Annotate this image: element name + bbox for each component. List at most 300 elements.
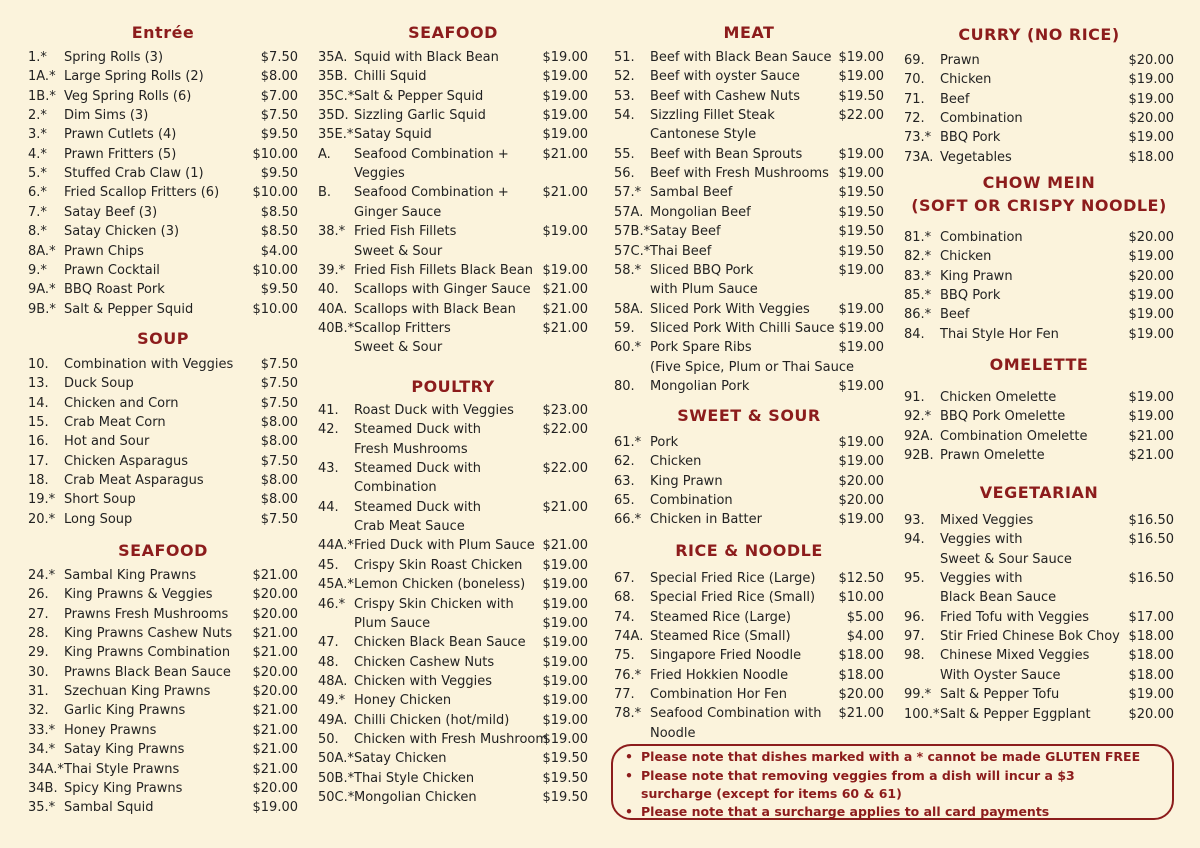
menu-item: [28, 242, 298, 261]
item-number: 100.*: [904, 706, 940, 722]
item-name: Sizzling Fillet Steak: [650, 108, 775, 124]
item-price: $21.00: [542, 320, 588, 336]
item-name: Seafood Combination +: [354, 185, 509, 201]
item-number: 60.*: [614, 340, 642, 356]
item-price: $19.00: [1128, 409, 1174, 425]
item-name: Chicken Black Bean Sauce: [354, 635, 526, 651]
menu-item: [28, 585, 298, 604]
item-number: 50.: [318, 731, 339, 747]
menu-item: [614, 48, 884, 67]
menu-item: [28, 203, 298, 222]
section-heading: CHOW MEIN: [982, 173, 1096, 192]
section-heading: SEAFOOD: [408, 23, 498, 42]
item-number: 41.: [318, 403, 339, 418]
item-number: 65.: [614, 493, 635, 509]
item-price: $8.00: [260, 415, 298, 431]
item-number: 34.*: [28, 742, 56, 758]
item-name: Sambal Beef: [650, 185, 733, 201]
menu-item: [28, 280, 298, 299]
item-number: 35B.: [318, 69, 348, 85]
item-name: Steamed Duck with: [354, 422, 481, 438]
item-number: 99.*: [904, 687, 932, 703]
item-number: 58.*: [614, 262, 642, 278]
item-name: Mixed Veggies: [940, 513, 1034, 528]
menu-item: [614, 145, 884, 164]
item-name: Special Fried Rice (Large): [650, 571, 816, 586]
item-name: Ginger Sauce: [354, 204, 442, 220]
item-number: A.: [318, 146, 331, 162]
menu-item: [28, 779, 298, 798]
item-price: $19.00: [542, 127, 588, 143]
menu-item: [904, 247, 1174, 266]
item-number: 71.: [904, 91, 925, 107]
item-name: Chicken Asparagus: [64, 453, 188, 469]
item-number: 92B.: [904, 448, 934, 464]
item-price: $12.50: [838, 571, 884, 586]
item-number: 91.: [904, 390, 925, 405]
menu-item: [904, 666, 1174, 685]
menu-item: [614, 280, 884, 299]
item-number: 93.: [904, 513, 925, 528]
menu-item: [28, 222, 298, 241]
menu-item: [318, 536, 588, 555]
note-text: Please note that a surcharge applies to all card payments: [641, 804, 1050, 819]
item-name: Beef: [940, 307, 970, 323]
item-number: 45A.*: [318, 577, 354, 593]
item-price: $18.00: [1128, 149, 1174, 165]
item-number: 17.: [28, 453, 49, 469]
item-name: Duck Soup: [64, 376, 134, 392]
item-price: $19.00: [542, 224, 588, 240]
menu-item: [28, 67, 298, 86]
item-price: $19.00: [1128, 130, 1174, 146]
item-number: 7.*: [28, 204, 47, 220]
item-price: $19.00: [838, 50, 884, 65]
item-name: Mongolian Chicken: [354, 790, 477, 805]
menu-item: [614, 627, 884, 646]
menu-item: [614, 203, 884, 222]
item-price: $8.00: [260, 473, 298, 489]
item-name: Prawn Fritters (5): [64, 146, 177, 162]
item-number: 35A.: [318, 50, 348, 65]
item-number: 75.: [614, 648, 635, 664]
item-price: $8.50: [260, 224, 298, 240]
item-number: 73A.: [904, 149, 934, 165]
menu-item: [318, 459, 588, 478]
item-name: Fried Fish Fillets Black Bean: [354, 262, 533, 278]
item-number: 34B.: [28, 780, 58, 796]
item-number: 92A.: [904, 428, 934, 444]
item-price: $21.00: [1128, 448, 1174, 464]
item-price: $19.00: [1128, 687, 1174, 703]
item-price: $16.50: [1128, 513, 1174, 528]
item-name: Thai Style Hor Fen: [940, 326, 1059, 342]
item-price: $21.00: [252, 703, 298, 719]
menu-item: [904, 588, 1174, 607]
item-number: 40A.: [318, 301, 348, 317]
item-name: King Prawn: [940, 268, 1013, 284]
item-number: 59.: [614, 320, 635, 336]
item-name: BBQ Pork: [940, 288, 1001, 304]
notes-box: [611, 744, 1174, 820]
item-number: 40.: [318, 282, 339, 298]
item-number: 28.: [28, 626, 49, 642]
item-name: Garlic King Prawns: [64, 703, 186, 719]
menu-item: [614, 491, 884, 510]
menu-item: [28, 490, 298, 509]
item-number: 9A.*: [28, 282, 56, 298]
item-name: Combination: [940, 230, 1023, 245]
item-name: Large Spring Rolls (2): [64, 69, 204, 85]
item-price: $19.00: [838, 340, 884, 356]
item-price: $19.00: [1128, 288, 1174, 304]
item-name: Beef: [940, 91, 970, 107]
item-number: 38.*: [318, 224, 346, 240]
menu-item: [614, 358, 884, 377]
menu-item: [28, 721, 298, 740]
menu-item: [28, 261, 298, 280]
item-name: Fried Tofu with Veggies: [940, 609, 1089, 625]
menu-item: [28, 605, 298, 624]
item-number: 35D.: [318, 108, 349, 124]
item-name: Combination: [940, 111, 1023, 127]
section-heading: SEAFOOD: [118, 541, 208, 560]
item-number: 56.: [614, 166, 635, 182]
item-name: Sweet & Sour: [354, 340, 443, 356]
menu-item: [614, 472, 884, 491]
item-number: 18.: [28, 473, 49, 489]
item-price: $19.50: [838, 224, 884, 240]
item-price: $19.00: [838, 146, 884, 162]
item-price: $19.50: [838, 243, 884, 259]
item-number: 6.*: [28, 185, 47, 201]
item-number: 15.: [28, 415, 49, 431]
item-name: Szechuan King Prawns: [64, 684, 211, 700]
section-heading: SWEET & SOUR: [677, 406, 821, 425]
item-price: $21.00: [542, 301, 588, 317]
menu-item: [28, 413, 298, 432]
item-price: $19.00: [838, 512, 884, 528]
item-name: Special Fried Rice (Small): [650, 590, 816, 606]
item-name: Spring Rolls (3): [64, 50, 164, 65]
menu-item: [614, 261, 884, 280]
item-number: 44A.*: [318, 538, 354, 554]
item-name: Chicken in Batter: [650, 512, 762, 528]
item-price: $19.00: [838, 301, 884, 317]
item-name: Prawns Black Bean Sauce: [64, 664, 231, 680]
menu-item: [318, 242, 588, 261]
item-name: Chicken with Fresh Mushroom: [354, 731, 549, 747]
item-price: $18.00: [1128, 629, 1174, 645]
item-number: 2.*: [28, 108, 47, 124]
menu-item: [904, 128, 1174, 147]
item-price: $7.00: [260, 88, 298, 104]
item-name: Stuffed Crab Claw (1): [64, 166, 204, 182]
menu-item: [318, 203, 588, 222]
item-number: 82.*: [904, 249, 932, 265]
menu-item: [28, 394, 298, 413]
item-name: Plum Sauce: [354, 615, 431, 631]
item-name: King Prawns Cashew Nuts: [64, 626, 233, 642]
section-heading: MEAT: [723, 23, 775, 42]
item-price: $19.50: [542, 790, 588, 805]
item-name: Satay Squid: [354, 127, 432, 143]
item-price: $19.50: [542, 770, 588, 786]
menu-item: [318, 730, 588, 749]
item-price: $19.00: [1128, 72, 1174, 88]
item-price: $19.50: [838, 204, 884, 220]
menu-item: [318, 261, 588, 280]
menu-item: [318, 280, 588, 299]
menu-item: [614, 183, 884, 202]
item-number: 57A.: [614, 204, 644, 220]
menu-item: [614, 300, 884, 319]
item-name: Sweet & Sour Sauce: [940, 551, 1072, 567]
item-number: 57C.*: [614, 243, 651, 259]
item-name: Sweet & Sour: [354, 243, 443, 259]
menu-item: [904, 51, 1174, 70]
item-number: 16.: [28, 434, 49, 450]
item-price: $19.00: [838, 435, 884, 450]
item-number: 35E.*: [318, 127, 354, 143]
item-price: $19.00: [838, 454, 884, 470]
item-name: Combination: [650, 493, 733, 509]
section-heading: OMELETTE: [989, 355, 1089, 374]
item-name: Chicken: [940, 72, 992, 88]
item-number: 3.*: [28, 127, 47, 143]
item-name: Sizzling Garlic Squid: [354, 108, 486, 124]
menu-item: [904, 530, 1174, 549]
menu-item: [318, 48, 588, 67]
item-name: Fried Scallop Fritters (6): [64, 185, 220, 201]
item-name: King Prawns Combination: [64, 645, 231, 661]
menu-item: [318, 145, 588, 164]
item-price: $19.00: [1128, 390, 1174, 405]
item-name: Veg Spring Rolls (6): [64, 88, 192, 104]
item-name: Honey Chicken: [354, 693, 452, 709]
menu-item: [28, 48, 298, 67]
item-name: Sambal Squid: [64, 800, 154, 816]
item-price: $21.00: [542, 185, 588, 201]
item-name: Fresh Mushrooms: [354, 441, 468, 457]
item-price: $10.00: [838, 590, 884, 606]
item-price: $21.00: [542, 499, 588, 515]
item-name: Crab Meat Corn: [64, 415, 166, 431]
item-name: Steamed Rice (Small): [650, 629, 791, 645]
item-price: $19.00: [838, 378, 884, 394]
item-price: $10.00: [252, 146, 298, 162]
item-name: Fried Fish Fillets: [354, 224, 457, 240]
item-name: Prawn: [940, 53, 980, 68]
item-name: Scallops with Ginger Sauce: [354, 282, 531, 298]
menu-item: [904, 550, 1174, 569]
item-number: 92.*: [904, 409, 932, 425]
item-price: $19.00: [542, 712, 588, 728]
item-price: $19.00: [542, 731, 588, 747]
item-number: 34A.*: [28, 761, 64, 777]
menu-item: [614, 452, 884, 471]
menu-item: [614, 67, 884, 86]
item-name: Black Bean Sauce: [940, 590, 1057, 606]
menu-item: [904, 511, 1174, 530]
item-name: Chinese Mixed Veggies: [940, 648, 1090, 664]
item-price: $7.50: [260, 50, 298, 65]
item-price: $20.00: [252, 587, 298, 603]
item-number: 57B.*: [614, 224, 651, 240]
menu-item: [614, 377, 884, 396]
item-name: Chicken Cashew Nuts: [354, 654, 495, 670]
menu-item: [614, 666, 884, 685]
item-number: 31.: [28, 684, 49, 700]
item-name: Salt & Pepper Tofu: [940, 687, 1060, 703]
item-number: 49.*: [318, 693, 346, 709]
item-name: Seafood Combination with: [650, 706, 822, 722]
item-number: 35C.*: [318, 88, 355, 104]
menu-item: [904, 646, 1174, 665]
item-number: 67.: [614, 571, 635, 586]
item-price: $7.50: [260, 453, 298, 469]
menu-item: [318, 769, 588, 788]
item-number: 54.: [614, 108, 635, 124]
item-price: $21.00: [252, 568, 298, 583]
menu-item: [318, 517, 588, 536]
item-price: $9.50: [260, 282, 298, 298]
menu-item: [904, 608, 1174, 627]
menu-item: [28, 798, 298, 817]
item-price: $8.00: [260, 434, 298, 450]
item-price: $21.00: [542, 282, 588, 298]
item-name: Sliced BBQ Pork: [650, 262, 754, 278]
section-heading: Entrée: [131, 23, 195, 42]
item-name: Combination: [354, 480, 437, 496]
item-price: $20.00: [1128, 268, 1174, 284]
menu-item: [614, 704, 884, 723]
menu-item: [614, 569, 884, 588]
menu-item: [614, 685, 884, 704]
item-number: 76.*: [614, 667, 642, 683]
item-price: $20.00: [838, 493, 884, 509]
item-name: Vegetables: [940, 149, 1012, 165]
item-price: $19.50: [838, 185, 884, 201]
item-name: Chicken and Corn: [64, 395, 179, 411]
item-price: $20.00: [838, 687, 884, 703]
item-price: $19.00: [542, 557, 588, 573]
item-name: Crab Meat Sauce: [354, 519, 465, 535]
item-name: Chilli Squid: [354, 69, 427, 85]
note-text: surcharge (except for items 60 & 61): [641, 786, 902, 801]
item-price: $10.00: [252, 301, 298, 317]
menu-item: [28, 643, 298, 662]
menu-item: [904, 228, 1174, 247]
item-number: 44.: [318, 499, 339, 515]
item-price: $20.00: [1128, 53, 1174, 68]
item-number: 72.: [904, 111, 925, 127]
item-price: $8.00: [260, 492, 298, 508]
item-price: $19.00: [542, 673, 588, 689]
item-number: 57.*: [614, 185, 642, 201]
item-name: King Prawn: [650, 473, 723, 489]
item-name: Steamed Duck with: [354, 461, 481, 477]
item-price: $20.00: [252, 606, 298, 622]
item-name: Lemon Chicken (boneless): [354, 577, 526, 593]
item-price: $20.00: [1128, 230, 1174, 245]
item-number: 20.*: [28, 511, 56, 527]
item-name: Prawns Fresh Mushrooms: [64, 606, 229, 622]
item-number: 1.*: [28, 50, 47, 65]
item-name: Dim Sims (3): [64, 108, 149, 124]
item-price: $19.00: [542, 577, 588, 593]
item-number: 51.: [614, 50, 635, 65]
item-name: Chicken: [650, 454, 702, 470]
item-name: Prawn Chips: [64, 243, 144, 259]
item-price: $19.00: [542, 654, 588, 670]
menu-item: [904, 627, 1174, 646]
item-number: 84.: [904, 326, 925, 342]
menu-item: [904, 388, 1174, 407]
menu-item: [904, 286, 1174, 305]
item-number: 50A.*: [318, 751, 354, 767]
item-number: 66.*: [614, 512, 642, 528]
item-name: Noodle: [650, 725, 696, 741]
menu-item: [614, 646, 884, 665]
item-name: Scallop Fritters: [354, 320, 451, 336]
item-number: 74A.: [614, 629, 644, 645]
item-number: 58A.: [614, 301, 644, 317]
section-subheading: (SOFT OR CRISPY NOODLE): [911, 196, 1167, 215]
menu-item: [318, 319, 588, 338]
item-number: 63.: [614, 473, 635, 489]
item-number: 70.: [904, 72, 925, 88]
item-number: 39.*: [318, 262, 346, 278]
item-name: Crispy Skin Roast Chicken: [354, 557, 523, 573]
bullet-icon: •: [625, 768, 633, 783]
item-name: Combination with Veggies: [64, 357, 234, 372]
menu-item: [614, 222, 884, 241]
menu-item: [318, 788, 588, 807]
item-number: 81.*: [904, 230, 932, 245]
item-name: Stir Fried Chinese Bok Choy: [940, 629, 1120, 645]
item-price: $19.00: [542, 108, 588, 124]
item-price: $18.00: [838, 648, 884, 664]
menu-item: [28, 106, 298, 125]
item-name: Prawn Omelette: [940, 448, 1045, 464]
item-price: $20.00: [1128, 111, 1174, 127]
item-number: 94.: [904, 532, 925, 548]
item-name: Veggies with: [940, 532, 1023, 548]
item-price: $19.00: [1128, 91, 1174, 107]
item-number: B.: [318, 185, 332, 201]
menu-item: [28, 760, 298, 779]
item-name: Beef with Bean Sprouts: [650, 146, 803, 162]
item-number: 24.*: [28, 568, 56, 583]
menu-item: [614, 338, 884, 357]
item-number: 86.*: [904, 307, 932, 323]
menu-item: [28, 300, 298, 319]
menu-item: [614, 433, 884, 452]
item-name: Fried Hokkien Noodle: [650, 667, 789, 683]
item-number: 5.*: [28, 166, 47, 182]
item-price: $21.00: [252, 761, 298, 777]
menu-item: [318, 672, 588, 691]
menu-item: [318, 653, 588, 672]
item-price: $19.00: [542, 88, 588, 104]
menu-item: [904, 685, 1174, 704]
item-number: 50C.*: [318, 790, 355, 805]
item-number: 32.: [28, 703, 49, 719]
item-price: $7.50: [260, 357, 298, 372]
note-text: Please note that dishes marked with a * cannot be made GLUTEN FREE: [641, 749, 1141, 764]
item-number: 47.: [318, 635, 339, 651]
